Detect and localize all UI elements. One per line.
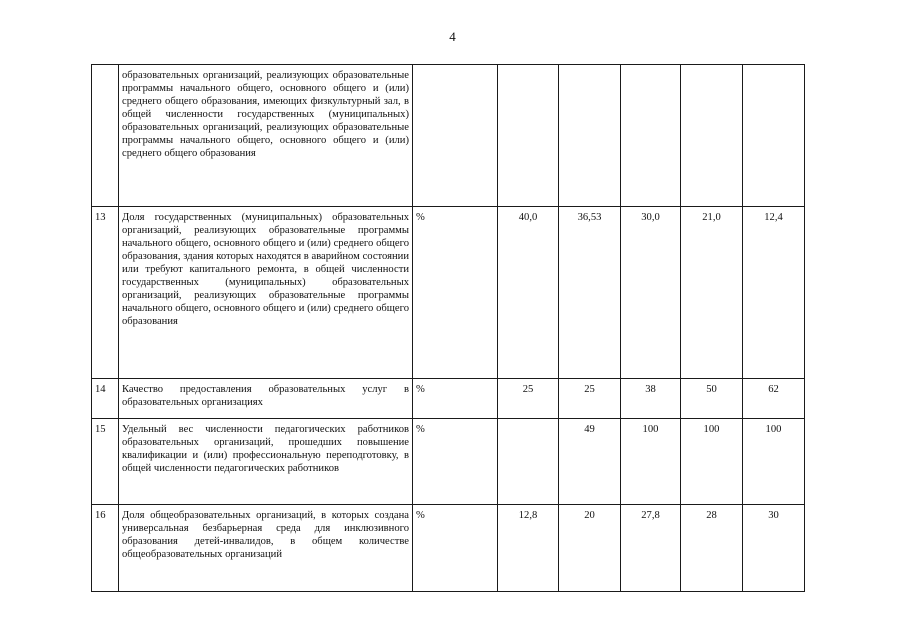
- value-cell: 100: [621, 419, 681, 505]
- unit-cell: %: [413, 505, 498, 592]
- value-cell: 12,8: [498, 505, 559, 592]
- value-cell: 62: [743, 379, 805, 419]
- value-cell: 30,0: [621, 207, 681, 379]
- value-cell: 28: [681, 505, 743, 592]
- value-cell: 25: [559, 379, 621, 419]
- value-cell: 25: [498, 379, 559, 419]
- value-cell: 40,0: [498, 207, 559, 379]
- value-cell: [498, 419, 559, 505]
- indicator-description: Доля общеобразовательных организаций, в которых создана универсальная безбарьерная среда для инклюзивного образования детей-инвалидов, в общем количестве общеобразовательных организаций: [119, 505, 413, 592]
- value-cell: [621, 65, 681, 207]
- page-number: 4: [449, 29, 456, 44]
- value-cell: [681, 65, 743, 207]
- value-cell: 49: [559, 419, 621, 505]
- table-row: [92, 379, 805, 419]
- row-number: 14: [92, 379, 119, 419]
- table-row: [92, 505, 805, 592]
- value-cell: 36,53: [559, 207, 621, 379]
- table-row: [92, 207, 805, 379]
- value-cell: 100: [681, 419, 743, 505]
- value-cell: 21,0: [681, 207, 743, 379]
- value-cell: 27,8: [621, 505, 681, 592]
- value-cell: 50: [681, 379, 743, 419]
- table-row: [92, 65, 805, 207]
- unit-cell: %: [413, 419, 498, 505]
- indicator-description: Удельный вес численности педагогических работников образовательных организаций, прошедших повышение квалификации и (или) профессиональную переподготовку, в общей численности педагогических работников: [119, 419, 413, 505]
- value-cell: 30: [743, 505, 805, 592]
- indicator-description: образовательных организаций, реализующих образовательные программы начального общего, основного общего и (или) среднего общего образования, имеющих физкультурный зал, в общей численности государственных (муниципальных) образовательных организаций, реализующих образовательные программы начального общего, основного общего и (или) среднего общего образования: [119, 65, 413, 207]
- row-number: 13: [92, 207, 119, 379]
- value-cell: 12,4: [743, 207, 805, 379]
- unit-cell: %: [413, 379, 498, 419]
- value-cell: 38: [621, 379, 681, 419]
- value-cell: [498, 65, 559, 207]
- row-number: 16: [92, 505, 119, 592]
- value-cell: [559, 65, 621, 207]
- indicator-description: Качество предоставления образовательных услуг в образовательных организациях: [119, 379, 413, 419]
- indicators-table: [91, 64, 805, 592]
- value-cell: 20: [559, 505, 621, 592]
- table-row: [92, 419, 805, 505]
- indicator-description: Доля государственных (муниципальных) образовательных организаций, реализующих образовательные программы начального общего, основного общего и (или) среднего общего образования, здания которых находятся в аварийном состоянии или требуют капитального ремонта, в общей численности государственных (муниципальных) образовательных организаций, реализующих образовательные программы начального общего, основного общего и (или) среднего общего образования: [119, 207, 413, 379]
- unit-cell: %: [413, 207, 498, 379]
- row-number: 15: [92, 419, 119, 505]
- unit-cell: [413, 65, 498, 207]
- value-cell: [743, 65, 805, 207]
- row-number: [92, 65, 119, 207]
- value-cell: 100: [743, 419, 805, 505]
